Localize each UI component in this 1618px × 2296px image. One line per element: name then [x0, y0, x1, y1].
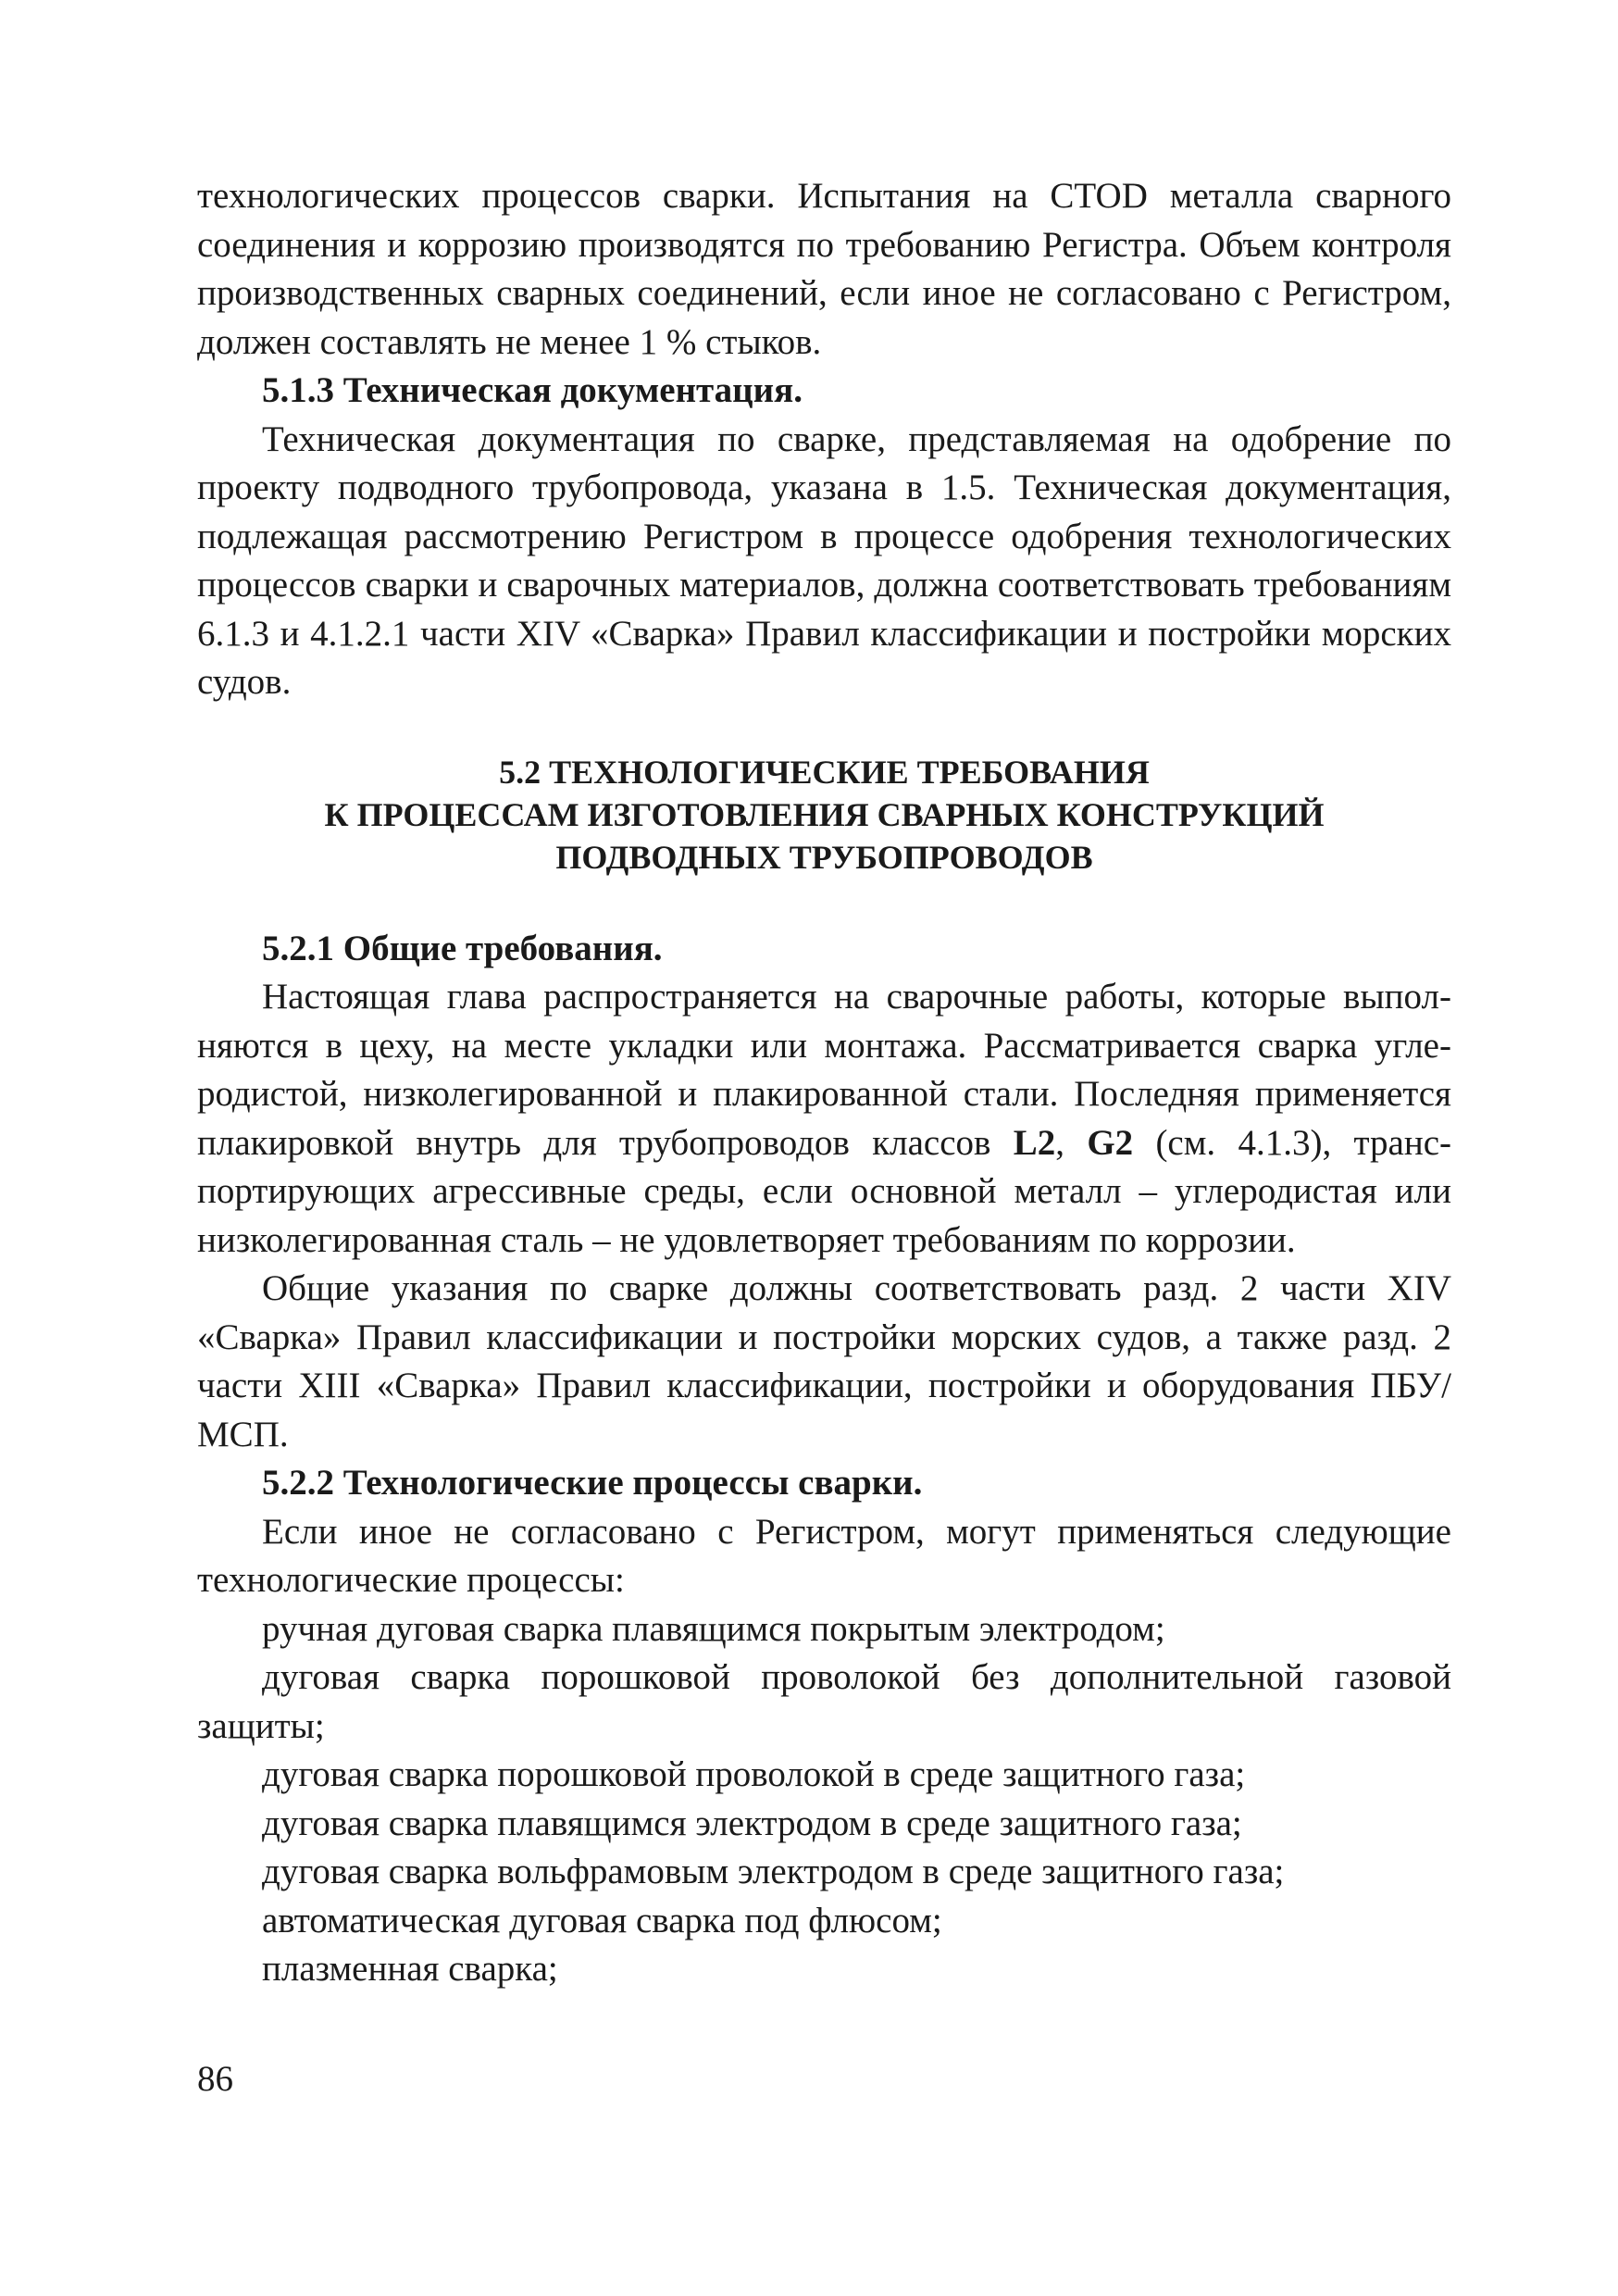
list-item: дуговая сварка вольфрамовым электродом в среде защитного газа; — [262, 1852, 1285, 1891]
list-item: ручная дуговая сварка плавящимся покрытым электродом; — [262, 1608, 1165, 1649]
welding-process-list — [197, 1605, 1451, 1994]
page-number: 86 — [197, 2059, 233, 2099]
section-title-line-3: ПОДВОДНЫХ ТРУБОПРОВОДОВ — [555, 838, 1093, 876]
paragraph-5-2-2-intro: Если иное не согласовано с Регистром, могут применяться следующие технологические процессы: — [197, 1511, 1451, 1600]
section-title-line-1: 5.2 ТЕХНОЛОГИЧЕСКИЕ ТРЕБОВАНИЯ — [499, 753, 1150, 791]
list-item: дуговая сварка порошковой проволокой без дополнительной газовой защиты; — [197, 1657, 1451, 1746]
paragraph-5-2-1-scope — [197, 973, 1451, 1265]
subsection-heading-5-2-2: 5.2.2 Технологические процессы сварки. — [262, 1463, 923, 1503]
paragraph-5-1-3: Техническая документация по сварке, представляемая на одобрение по проекту подводного трубопровода, указана в 1.5. Техническая документация, подлежащая рассмотрению Регистром в процессе одобрения технологических процессов сварки и сварочных материалов, должна соответствовать требованиям 6.1.3 и 4.1.2.1 части XIV «Сварка» Правил классификации и постройки морских судов. — [197, 418, 1451, 702]
pipeline-class-g2: G2 — [1087, 1122, 1134, 1163]
list-item: автоматическая дуговая сварка под флюсом; — [262, 1900, 942, 1940]
page-body — [197, 172, 1451, 1994]
class-separator: , — [1055, 1122, 1088, 1163]
pipeline-class-l2: L2 — [1013, 1122, 1056, 1163]
section-title-5-2 — [197, 751, 1451, 879]
list-item: плазменная сварка; — [262, 1949, 558, 1989]
subsection-heading-5-2-1: 5.2.1 Общие требования. — [262, 928, 663, 968]
intro-paragraph: технологических процессов сварки. Испытания на CTOD металла сварного соединения и коррозию производятся по требованию Регистра. Объем контроля производственных сварных соединений, если иное не согласовано с Регистром, должен составлять не менее 1 % стыков. — [197, 176, 1451, 362]
list-item: дуговая сварка плавящимся электродом в среде защитного газа; — [262, 1803, 1242, 1843]
section-title-line-2: К ПРОЦЕССАМ ИЗГОТОВЛЕНИЯ СВАРНЫХ КОНСТРУКЦИЙ — [324, 795, 1325, 833]
subsection-heading-5-1-3: 5.1.3 Техническая документация. — [262, 370, 803, 410]
scope-text-after: (см. 4.1.3), транспортирующих агрессивные среды, если основной металл – углеродистая или низколегированная сталь – не удовлетворяет требованиям по коррозии. — [197, 1122, 1452, 1260]
paragraph-5-2-1-general: Общие указания по сварке должны соответствовать разд. 2 части XIV «Сварка» Правил классификации и постройки морских судов, а также разд. 2 части XIII «Сварка» Правил классификации, постройки и оборудования ПБУ/МСП. — [197, 1268, 1451, 1454]
list-item: дуговая сварка порошковой проволокой в среде защитного газа; — [262, 1754, 1246, 1794]
scope-text-before: Настоящая глава распространяется на сварочные работы, которые выполняются в цеху, на месте укладки или монтажа. Рассматривается сварка углеродистой, низколегированной и плакированной стали. Последняя применяется плакировкой внутрь для трубопроводов классов — [197, 977, 1451, 1163]
